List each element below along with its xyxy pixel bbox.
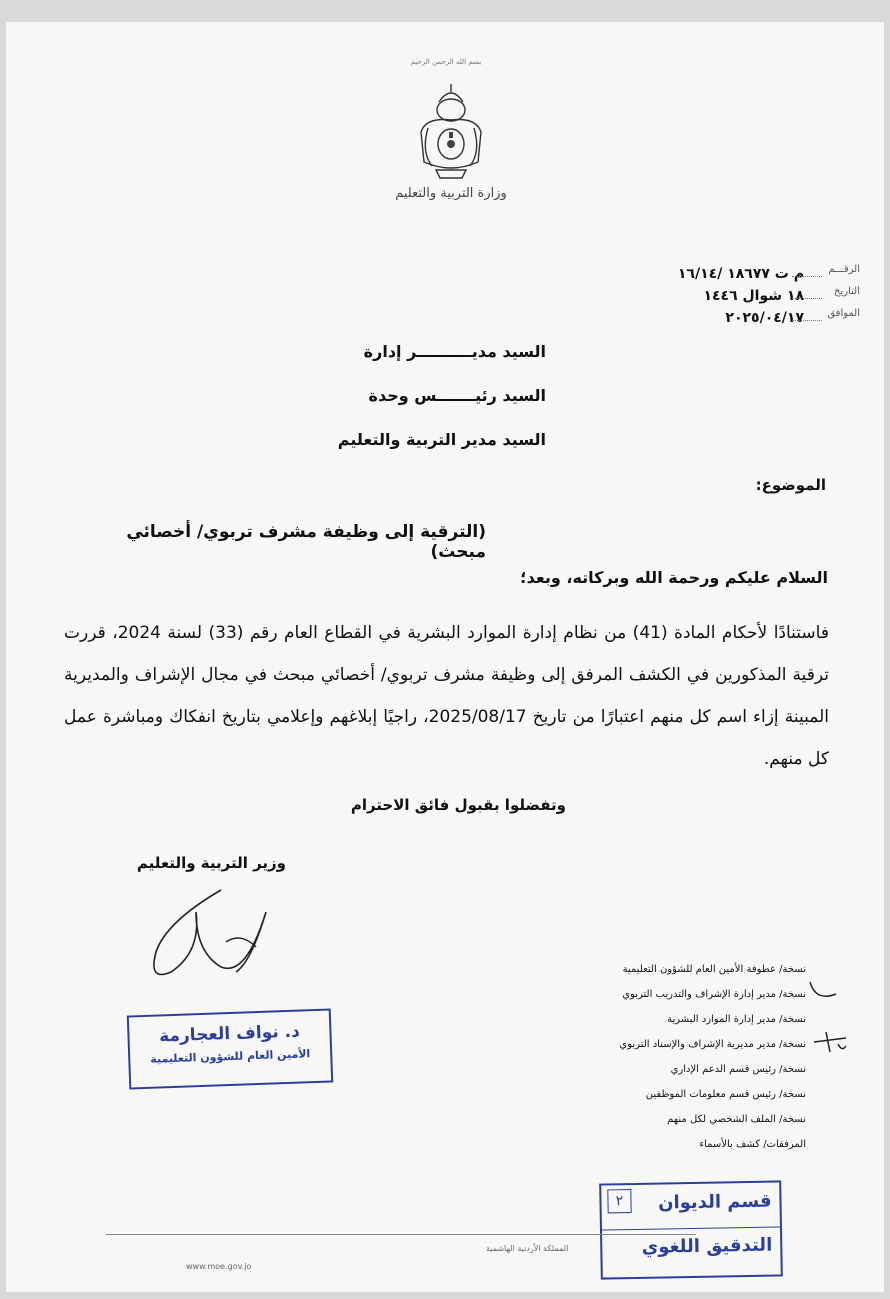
addressee: السيد مديــــــــــر إدارة: [363, 342, 546, 361]
list-item: نسخة/ رئيس قسم معلومات الموظفين: [645, 1089, 806, 1100]
signature-icon: [126, 872, 286, 1016]
subject: (الترقية إلى وظيفة مشرف تربوي/ أخصائي مبحث): [126, 522, 486, 562]
date-value: ١٨ شوال ١٤٤٦: [703, 288, 804, 304]
stamp-title: الأمين العام للشؤون التعليمية: [150, 1047, 311, 1066]
greeting: السلام عليكم ورحمة الله وبركاته، وبعد؛: [520, 568, 828, 587]
ministry-name: وزارة التربية والتعليم: [395, 186, 507, 201]
stamp-line: التدقيق اللغوي: [641, 1234, 773, 1258]
corresponding-dots: [792, 312, 822, 321]
letter-page: [6, 22, 884, 1292]
list-item: نسخة/ الملف الشخصي لكل منهم: [667, 1114, 806, 1125]
corresponding-value: ٢٠٢٥/٠٤/١٧: [725, 310, 804, 326]
list-item: نسخة/ عطوفة الأمين العام للشؤون التعليمية: [622, 964, 806, 975]
reference-dots: [792, 268, 822, 277]
initial-mark-icon: [806, 972, 846, 1016]
body-text: فاستنادًا لأحكام المادة (41) من نظام إدارة الموارد البشرية في القطاع العام رقم (33) لسنة 2024، قررت ترقية المذكورين في الكشف المرفق إلى وظيفة مشرف تربوي/ أخصائي مبحث في مجال الإشراف والمديرية المبينة إزاء اسم كل منهم اعتبارًا من تاريخ 2025/08/17، راجيًا إبلاغهم وإعلامي بتاريخ انفكاك ومباشرة عمل كل منهم.: [64, 623, 829, 769]
footer-country: المملكة الأردنية الهاشمية: [486, 1244, 569, 1253]
addressee: السيد مدير التربية والتعليم: [337, 430, 546, 449]
initial-mark-icon: [812, 1028, 852, 1062]
closing: وتفضلوا بقبول فائق الاحترام: [350, 796, 566, 814]
signatory-title: وزير التربية والتعليم: [136, 854, 286, 872]
stamp-name: د. نواف العجارمة: [158, 1021, 301, 1047]
addressee: السيد رئيـــــــس وحدة: [368, 386, 546, 405]
list-item: نسخة/ رئيس قسم الدعم الإداري: [670, 1064, 806, 1075]
list-item: نسخة/ مدير إدارة الإشراف والتدريب التربوي: [622, 989, 806, 1000]
reference-value: م ت ١٨٦٧٧ /١٦/١٤: [677, 266, 804, 282]
emblem-top-text: بسم الله الرحمن الرحيم: [410, 58, 482, 66]
reference-block: [626, 262, 866, 342]
date-dots: [792, 290, 822, 299]
date-label: التاريخ: [834, 286, 860, 297]
list-item: نسخة/ مدير إدارة الموارد البشرية: [667, 1014, 806, 1025]
reference-label: الرقـــم: [828, 264, 860, 275]
footer-website: www.moe.gov.jo: [186, 1262, 252, 1271]
cc-list: [526, 957, 806, 1157]
stamp-line: قسم الديوان: [657, 1190, 772, 1214]
department-stamp: [599, 1180, 783, 1279]
official-stamp: [127, 1008, 333, 1089]
list-item: المرفقات/ كشف بالأسماء: [699, 1139, 806, 1150]
footer-divider: [106, 1234, 696, 1235]
stamp-divider: [602, 1226, 780, 1230]
corresponding-label: الموافق: [827, 308, 860, 319]
jordan-emblem-icon: [366, 62, 536, 242]
stamp-number: ٢: [607, 1189, 631, 1213]
subject-label: الموضوع:: [755, 476, 826, 494]
body-paragraph: [64, 612, 829, 780]
list-item: نسخة/ مدير مديرية الإشراف والإسناد التربوي: [619, 1039, 806, 1050]
